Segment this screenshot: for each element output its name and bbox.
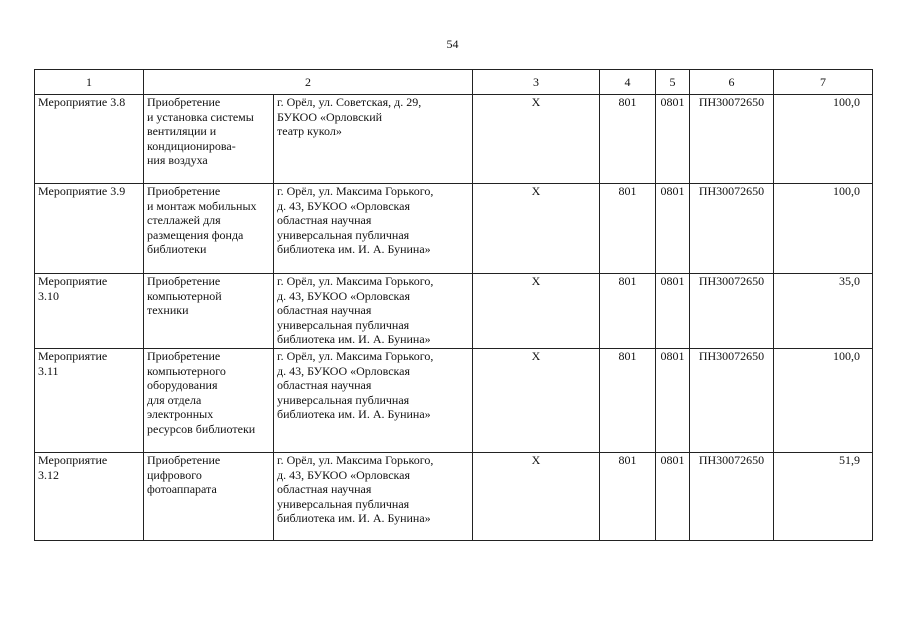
measure-description: Приобретение и установка системы вентиляции и кондиционирова- ния воздуха <box>144 95 274 184</box>
column-4-value: 801 <box>600 349 656 453</box>
column-4-value: 801 <box>600 274 656 349</box>
column-5-value: 0801 <box>656 349 690 453</box>
column-3-value: Х <box>473 274 600 349</box>
header-cell-7: 7 <box>774 70 873 95</box>
measure-address: г. Орёл, ул. Максима Горького, д. 43, БУКОО «Орловская областная научная универсальная публичная библиотека им. И. А. Бунина» <box>274 349 473 453</box>
measure-name: Мероприятие 3.12 <box>35 453 144 541</box>
column-4-value: 801 <box>600 184 656 274</box>
column-6-value: ПН30072650 <box>690 184 774 274</box>
measure-address: г. Орёл, ул. Максима Горького, д. 43, БУКОО «Орловская областная научная универсальная публичная библиотека им. И. А. Бунина» <box>274 453 473 541</box>
header-row <box>35 70 873 95</box>
measure-description: Приобретение и монтаж мобильных стеллажей для размещения фонда библиотеки <box>144 184 274 274</box>
table-row <box>35 184 873 274</box>
column-6-value: ПН30072650 <box>690 453 774 541</box>
column-6-value: ПН30072650 <box>690 349 774 453</box>
column-5-value: 0801 <box>656 95 690 184</box>
page-number: 54 <box>446 37 459 51</box>
header-cell-4: 4 <box>600 70 656 95</box>
measure-description: Приобретение компьютерной техники <box>144 274 274 349</box>
column-7-value: 51,9 <box>774 453 873 541</box>
measure-description: Приобретение компьютерного оборудования для отдела электронных ресурсов библиотеки <box>144 349 274 453</box>
measure-address: г. Орёл, ул. Советская, д. 29, БУКОО «Орловский театр кукол» <box>274 95 473 184</box>
column-3-value: Х <box>473 184 600 274</box>
column-5-value: 0801 <box>656 184 690 274</box>
column-3-value: Х <box>473 453 600 541</box>
column-5-value: 0801 <box>656 453 690 541</box>
measure-address: г. Орёл, ул. Максима Горького, д. 43, БУКОО «Орловская областная научная универсальная публичная библиотека им. И. А. Бунина» <box>274 184 473 274</box>
measure-description: Приобретение цифрового фотоаппарата <box>144 453 274 541</box>
table-row <box>35 349 873 453</box>
header-cell-3: 3 <box>473 70 600 95</box>
header-cell-2: 2 <box>144 70 473 95</box>
column-4-value: 801 <box>600 95 656 184</box>
table-row <box>35 453 873 541</box>
measure-name: Мероприятие 3.8 <box>35 95 144 184</box>
table-row <box>35 274 873 349</box>
column-3-value: Х <box>473 95 600 184</box>
column-7-value: 100,0 <box>774 349 873 453</box>
measure-name: Мероприятие 3.10 <box>35 274 144 349</box>
table-row <box>35 95 873 184</box>
measure-address: г. Орёл, ул. Максима Горького, д. 43, БУКОО «Орловская областная научная универсальная публичная библиотека им. И. А. Бунина» <box>274 274 473 349</box>
measure-name: Мероприятие 3.11 <box>35 349 144 453</box>
column-7-value: 100,0 <box>774 95 873 184</box>
measures-table <box>34 69 873 541</box>
column-7-value: 100,0 <box>774 184 873 274</box>
header-cell-5: 5 <box>656 70 690 95</box>
column-3-value: Х <box>473 349 600 453</box>
header-cell-6: 6 <box>690 70 774 95</box>
column-5-value: 0801 <box>656 274 690 349</box>
measure-name: Мероприятие 3.9 <box>35 184 144 274</box>
column-6-value: ПН30072650 <box>690 95 774 184</box>
column-4-value: 801 <box>600 453 656 541</box>
column-7-value: 35,0 <box>774 274 873 349</box>
header-cell-1: 1 <box>35 70 144 95</box>
column-6-value: ПН30072650 <box>690 274 774 349</box>
